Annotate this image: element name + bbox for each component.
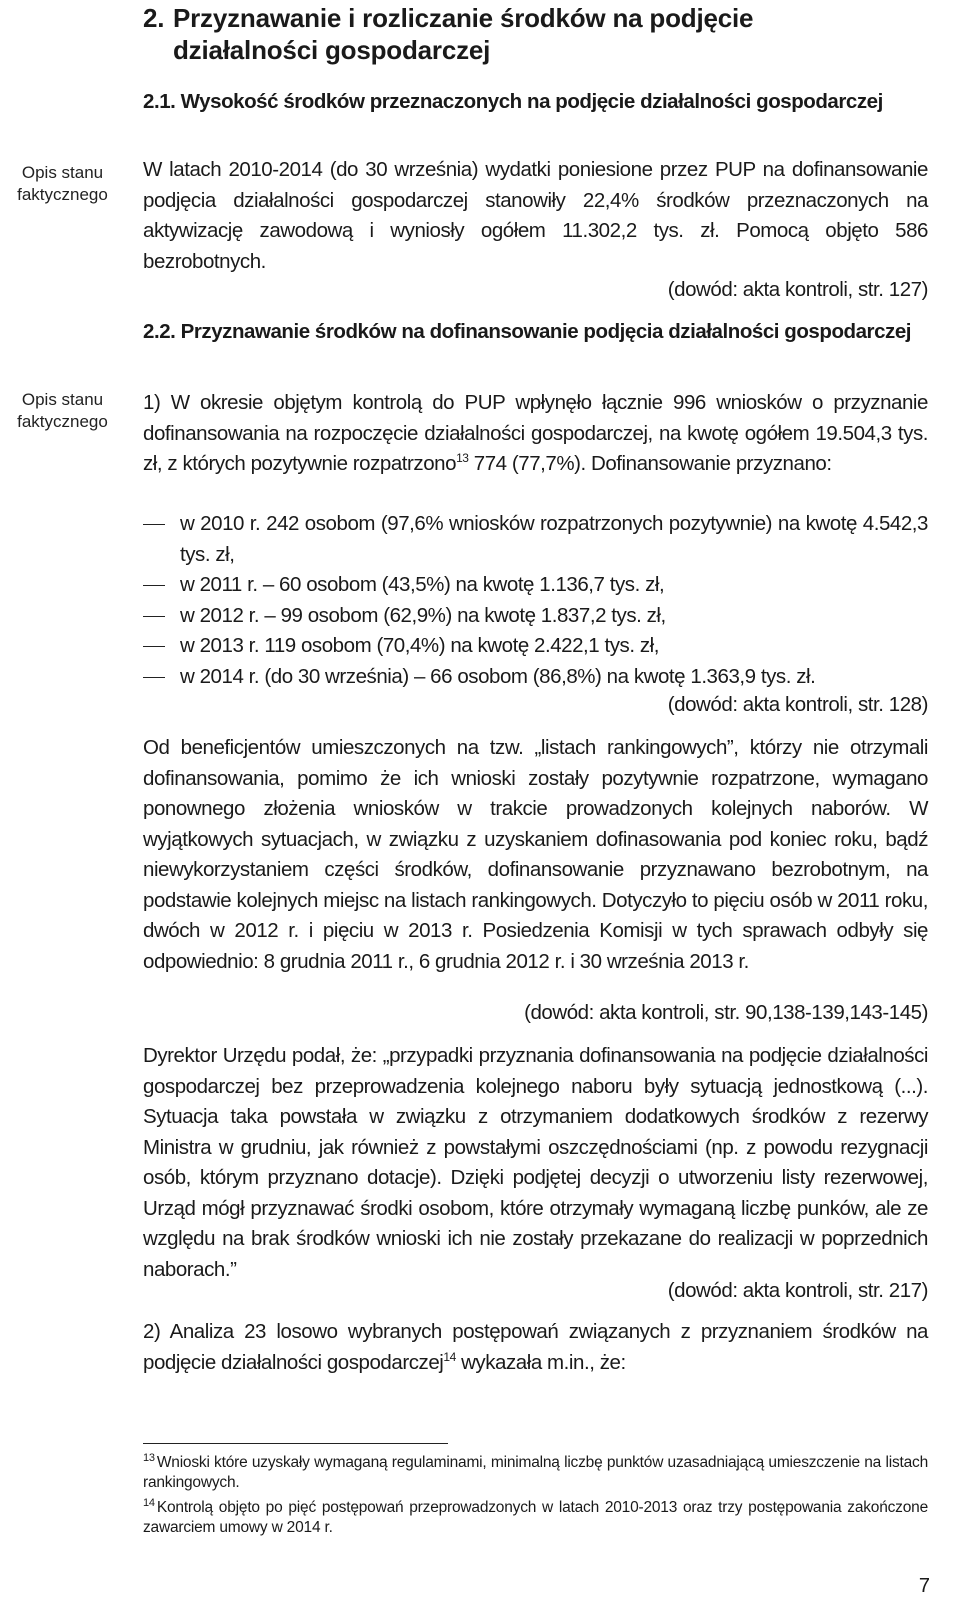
side-label-second: Opis stanu faktycznego xyxy=(17,390,108,431)
dash-bullet-icon xyxy=(143,646,165,647)
footnote-ref-13: 13 xyxy=(456,451,469,466)
evidence-note-127: (dowód: akta kontroli, str. 127) xyxy=(667,278,928,301)
subsection-2-2-title: 2.2. Przyznawanie środków na dofinansowanie podjęcia działalności gospodarczej xyxy=(143,320,912,343)
footnote-text: Kontrolą objęto po pięć postępowań przeprowadzonych w latach 2010-2013 oraz trzy postępowania zakończone zawarciem umowy w 2014 r. xyxy=(143,1499,928,1536)
dash-bullet-icon xyxy=(143,616,165,617)
page-number: 7 xyxy=(918,1575,930,1597)
paragraph-analysis xyxy=(143,1317,928,1378)
footnote-separator xyxy=(143,1443,448,1444)
list-item xyxy=(143,631,928,662)
funding-list xyxy=(143,509,928,692)
dash-bullet-icon xyxy=(143,585,165,586)
paragraph-applications-text: 1) W okresie objętym kontrolą do PUP wpłynęło łącznie 996 wniosków o przyznanie dofinansowania na rozpoczęcie działalności gospodarczej, na kwotę ogółem 19.504,3 tys. zł, z których pozytywnie rozpatrzono xyxy=(143,391,928,475)
footnote-ref-14: 14 xyxy=(443,1349,456,1364)
paragraph-applications xyxy=(143,388,928,480)
subsection-2-1-body: W latach 2010-2014 (do 30 września) wydatki poniesione przez PUP na dofinansowanie podjęcia działalności gospodarczej stanowiły 22,4% środków przeznaczonych na aktywizację zawodową i wyniosły ogółem 11.302,2 tys. zł. Pomocą objęto 586 bezrobotnych. xyxy=(143,158,928,273)
footnote-text: Wnioski które uzyskały wymaganą regulaminami, minimalną liczbę punktów uzasadniającą umieszczenie na listach rankingowych. xyxy=(143,1454,928,1491)
footnote-13 xyxy=(143,1453,928,1493)
dash-bullet-icon xyxy=(143,677,165,678)
evidence-note-217: (dowód: akta kontroli, str. 217) xyxy=(667,1279,928,1302)
list-item xyxy=(143,570,928,601)
footnote-14 xyxy=(143,1498,928,1538)
list-item-text: w 2012 r. – 99 osobom (62,9%) na kwotę 1.837,2 tys. zł, xyxy=(180,603,666,627)
section-heading xyxy=(143,2,928,66)
list-item xyxy=(143,509,928,570)
list-item-text: w 2013 r. 119 osobom (70,4%) na kwotę 2.422,1 tys. zł, xyxy=(180,634,659,657)
paragraph-applications-tail: 774 (77,7%). Dofinansowanie przyznano: xyxy=(468,452,832,475)
side-label-first: Opis stanu faktycznego xyxy=(17,163,108,204)
evidence-note-90: (dowód: akta kontroli, str. 90,138-139,143-145) xyxy=(524,1001,928,1024)
list-item-text: w 2011 r. – 60 osobom (43,5%) na kwotę 1.136,7 tys. zł, xyxy=(180,573,665,596)
heading-line-1: Przyznawanie i rozliczanie środków na podjęcie xyxy=(173,3,754,33)
list-item-text: w 2010 r. 242 osobom (97,6% wniosków rozpatrzonych pozytywnie) na kwotę 4.542,3 tys. zł, xyxy=(180,512,928,566)
dash-bullet-icon xyxy=(143,524,165,525)
paragraph-director-statement: Dyrektor Urzędu podał, że: „przypadki przyznania dofinansowania na podjęcie działalności gospodarczej bez przeprowadzenia kolejnego naboru były sytuacją jednostkową (...). Sytuacja taka powstała w związku z otrzymaniem dodatkowych środków z rezerwy Ministra w grudniu, jak również z powstałymi oszczędnościami (np. z powodu rezygnacji osób, którym przyznano dotacje). Dzięki podjętej decyzji o utworzeniu listy rezerwowej, Urząd mógł przyznawać środki osobom, które otrzymały wymaganą liczbę punków, ale ze względu na brak środków wnioski ich nie zostały przekazane do realizacji w poprzednich naborach.” xyxy=(143,1044,928,1281)
footnote-mark: 14 xyxy=(143,1496,155,1509)
heading-line-2: działalności gospodarczej xyxy=(173,35,491,65)
section-number: 2. xyxy=(143,3,165,33)
paragraph-ranking-lists: Od beneficjentów umieszczonych na tzw. „listach rankingowych”, którzy nie otrzymali dofinansowania, pomimo że ich wnioski zostały pozytywnie rozpatrzone, wymagano ponownego złożenia wniosków w trakcie prowadzonych kolejnych naborów. W wyjątkowych sytuacjach, w związku z uzyskaniem dofinasowania pod koniec roku, bądź niewykorzystaniem części środków, dofinansowanie przyznawano bezrobotnym, na podstawie kolejnych miejsc na listach rankingowych. Dotyczyło to pięciu osób w 2011 roku, dwóch w 2012 r. i pięciu w 2013 r. Posiedzenia Komisji w tych sprawach odbyły się odpowiednio: 8 grudnia 2011 r., 6 grudnia 2012 r. i 30 września 2013 r. xyxy=(143,736,928,973)
paragraph-analysis-text: 2) Analiza 23 losowo wybranych postępowań związanych z przyznaniem środków na podjęcie działalności gospodarczej xyxy=(143,1320,928,1374)
footnote-mark: 13 xyxy=(143,1451,155,1464)
list-item xyxy=(143,662,928,693)
list-item xyxy=(143,601,928,632)
subsection-2-1-title: 2.1. Wysokość środków przeznaczonych na podjęcie działalności gospodarczej xyxy=(143,90,883,113)
list-item-text: w 2014 r. (do 30 września) – 66 osobom (86,8%) na kwotę 1.363,9 tys. zł. xyxy=(180,664,816,688)
paragraph-analysis-tail: wykazała m.in., że: xyxy=(455,1350,626,1374)
evidence-note-128: (dowód: akta kontroli, str. 128) xyxy=(667,693,928,716)
